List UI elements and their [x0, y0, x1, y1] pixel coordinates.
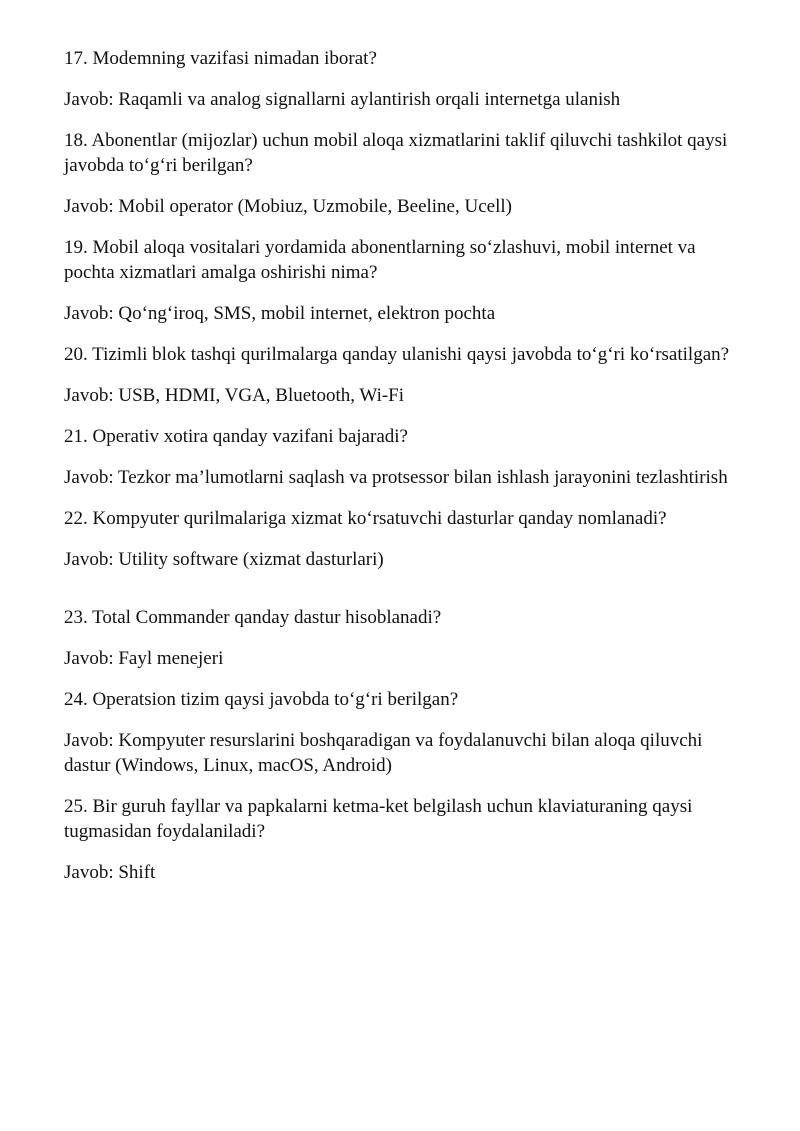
question-20: 20. Tizimli blok tashqi qurilmalarga qanday ulanishi qaysi javobda to‘g‘ri ko‘rsatilgan? [64, 344, 730, 365]
answer-22: Javob: Utility software (xizmat dasturlari) [64, 549, 384, 570]
question-18: 18. Abonentlar (mijozlar) uchun mobil aloqa xizmatlarini taklif qiluvchi tashkilot qaysi javobda to‘g‘ri berilgan? [64, 130, 728, 176]
answer-20: Javob: USB, HDMI, VGA, Bluetooth, Wi-Fi [64, 385, 405, 406]
question-25: 25. Bir guruh fayllar va papkalarni ketma-ket belgilash uchun klaviaturaning qaysi tugmasidan foydalaniladi? [64, 796, 693, 842]
question-23: 23. Total Commander qanday dastur hisoblanadi? [64, 607, 442, 628]
answer-19: Javob: Qo‘ng‘iroq, SMS, mobil internet, elektron pochta [64, 303, 496, 324]
answer-17: Javob: Raqamli va analog signallarni aylantirish orqali internetga ulanish [64, 89, 621, 110]
answer-18: Javob: Mobil operator (Mobiuz, Uzmobile, Beeline, Ucell) [64, 196, 512, 217]
question-17: 17. Modemning vazifasi nimadan iborat? [64, 48, 377, 69]
question-19: 19. Mobil aloqa vositalari yordamida abonentlarning so‘zlashuvi, mobil internet va pochta xizmatlari amalga oshirishi nima? [64, 237, 696, 283]
question-22: 22. Kompyuter qurilmalariga xizmat ko‘rsatuvchi dasturlar qanday nomlanadi? [64, 508, 667, 529]
answer-23: Javob: Fayl menejeri [64, 648, 224, 669]
question-24: 24. Operatsion tizim qaysi javobda to‘g‘ri berilgan? [64, 689, 459, 710]
answer-24: Javob: Kompyuter resurslarini boshqaradigan va foydalanuvchi bilan aloqa qiluvchi dastur (Windows, Linux, macOS, Android) [64, 730, 703, 776]
question-21: 21. Operativ xotira qanday vazifani bajaradi? [64, 426, 408, 447]
answer-25: Javob: Shift [64, 862, 156, 883]
answer-21: Javob: Tezkor ma’lumotlarni saqlash va protsessor bilan ishlash jarayonini tezlashtirish [64, 467, 728, 488]
document-page [64, 46, 744, 885]
